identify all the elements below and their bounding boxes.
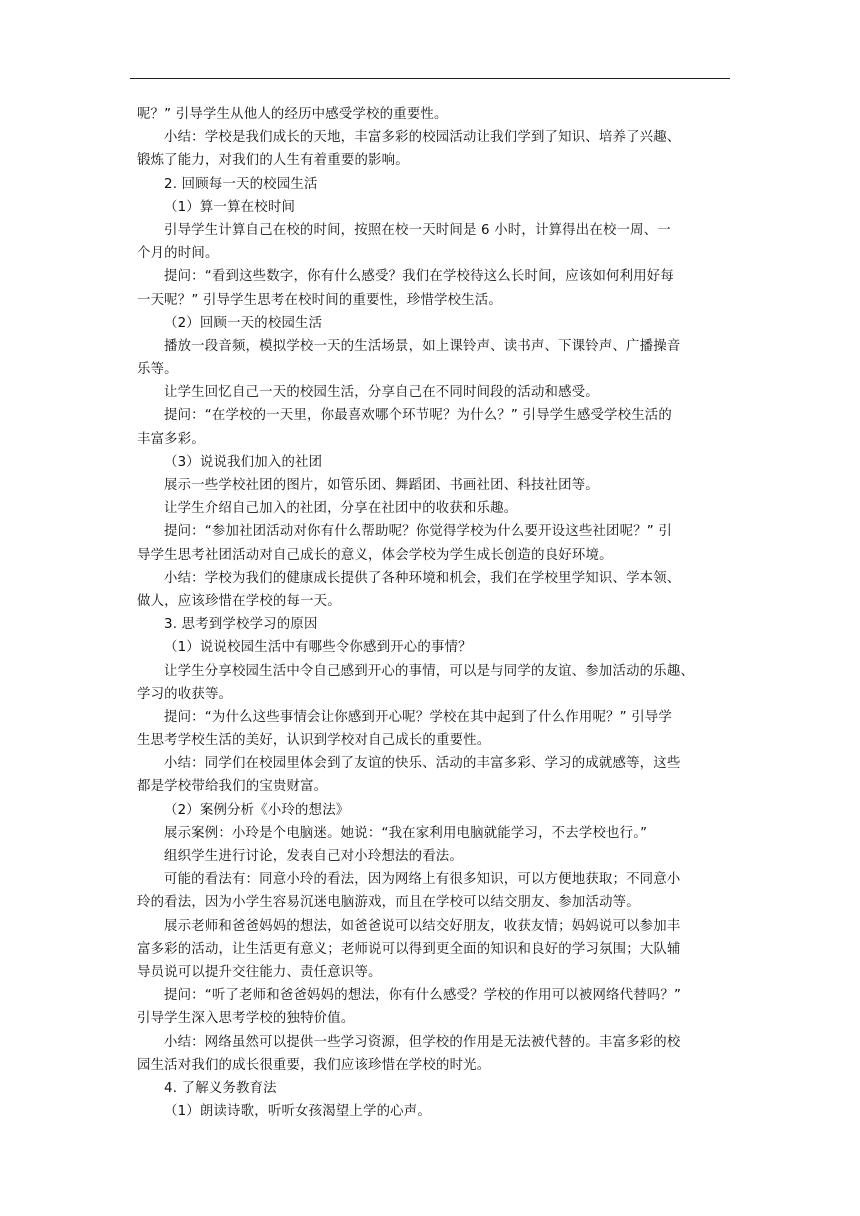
section-heading: 4. 了解义务教育法	[164, 1080, 277, 1096]
text-line: 提问：“看到这些数字，你有什么感受？我们在学校待这么长时间，应该如何利用好每	[164, 269, 674, 285]
text-line: 展示老师和爸爸妈妈的想法，如爸爸说可以结交好朋友，收获友情；妈妈说可以参加丰	[164, 918, 681, 934]
text-line: 引导学生深入思考学校的独特价值。	[137, 1011, 355, 1027]
text-line: 乐等。	[137, 362, 178, 378]
text-line: 富多彩的活动，让生活更有意义；老师说可以得到更全面的知识和良好的学习氛围；大队辅	[137, 941, 681, 957]
text-line: 引导学生计算自己在校的时间，按照在校一天时间是 6 小时，计算得出在校一周、一	[164, 222, 671, 238]
text-line: 提问：“听了老师和爸爸妈妈的想法，你有什么感受？学校的作用可以被网络代替吗？”	[164, 988, 682, 1004]
header-rule	[130, 78, 730, 79]
subsection-heading: （2）案例分析《小玲的想法》	[164, 802, 350, 818]
subsection-heading: （2）回顾一天的校园生活	[164, 315, 323, 331]
text-line: 导员说可以提升交往能力、责任意识等。	[137, 964, 382, 980]
text-line: 玲的看法，因为小学生容易沉迷电脑游戏，而且在学校可以结交朋友、参加活动等。	[137, 895, 640, 911]
text-line: 提问：“在学校的一天里，你最喜欢哪个环节呢？为什么？” 引导学生感受学校生活的	[164, 408, 672, 424]
text-line: 呢？” 引导学生从他人的经历中感受学校的重要性。	[137, 107, 448, 122]
subsection-heading: （1）算一算在校时间	[164, 199, 296, 215]
text-line: 丰富多彩。	[137, 431, 205, 447]
text-line: 小结：网络虽然可以提供一些学习资源，但学校的作用是无法被代替的。丰富多彩的校	[164, 1034, 681, 1050]
section-heading: 2. 回顾每一天的校园生活	[164, 176, 318, 192]
text-line: 小结：学校是我们成长的天地，丰富多彩的校园活动让我们学到了知识、培养了兴趣、	[164, 130, 681, 146]
text-line: 锻炼了能力，对我们的人生有着重要的影响。	[137, 153, 409, 169]
text-line: 小结：同学们在校园里体会到了友谊的快乐、活动的丰富多彩、学习的成就感等，这些	[164, 756, 681, 772]
text-line: 可能的看法有：同意小玲的看法，因为网络上有很多知识，可以方便地获取；不同意小	[164, 872, 681, 888]
subsection-heading: （1）朗读诗歌，听听女孩渴望上学的心声。	[164, 1104, 431, 1120]
text-line: 提问：“参加社团活动对你有什么帮助呢？你觉得学校为什么要开设这些社团呢？” 引	[164, 524, 672, 540]
section-heading: 3. 思考到学校学习的原因	[164, 617, 318, 633]
text-line: 小结：学校为我们的健康成长提供了各种环境和机会，我们在学校里学知识、学本领、	[164, 570, 681, 586]
text-line: 展示一些学校社团的图片，如管乐团、舞蹈团、书画社团、科技社团等。	[164, 478, 599, 493]
text-line: 让学生回忆自己一天的校园生活，分享自己在不同时间段的活动和感受。	[164, 385, 599, 401]
text-line: 导学生思考社团活动对自己成长的意义，体会学校为学生成长创造的良好环境。	[137, 547, 613, 563]
text-line: 做人，应该珍惜在学校的每一天。	[137, 593, 341, 609]
document-body	[137, 103, 733, 1123]
text-line: 一天呢？” 引导学生思考在校时间的重要性，珍惜学校生活。	[137, 292, 502, 308]
text-line: 提问：“为什么这些事情会让你感到开心呢？学校在其中起到了什么作用呢？” 引导学	[164, 709, 672, 725]
text-line: 都是学校带给我们的宝贵财富。	[137, 779, 328, 795]
text-line: 园生活对我们的成长很重要，我们应该珍惜在学校的时光。	[137, 1057, 491, 1073]
text-line: 组织学生进行讨论，发表自己对小玲想法的看法。	[164, 849, 463, 864]
text-line: 学习的收获等。	[137, 686, 233, 702]
text-line: 生思考学校生活的美好，认识到学校对自己成长的重要性。	[137, 733, 491, 749]
text-line: 让学生分享校园生活中令自己感到开心的事情，可以是与同学的友谊、参加活动的乐趣、	[164, 663, 695, 679]
text-line: 播放一段音频，模拟学校一天的生活场景，如上课铃声、读书声、下课铃声、广播操音	[164, 338, 681, 354]
subsection-heading: （3）说说我们加入的社团	[164, 454, 323, 470]
text-line: 让学生介绍自己加入的社团，分享在社团中的收获和乐趣。	[164, 501, 518, 517]
text-line: 个月的时间。	[137, 246, 219, 262]
text-line: 展示案例：小玲是个电脑迷。她说：“我在家利用电脑就能学习，不去学校也行。”	[164, 825, 648, 841]
subsection-heading: （1）说说校园生活中有哪些令你感到开心的事情？	[164, 640, 472, 656]
